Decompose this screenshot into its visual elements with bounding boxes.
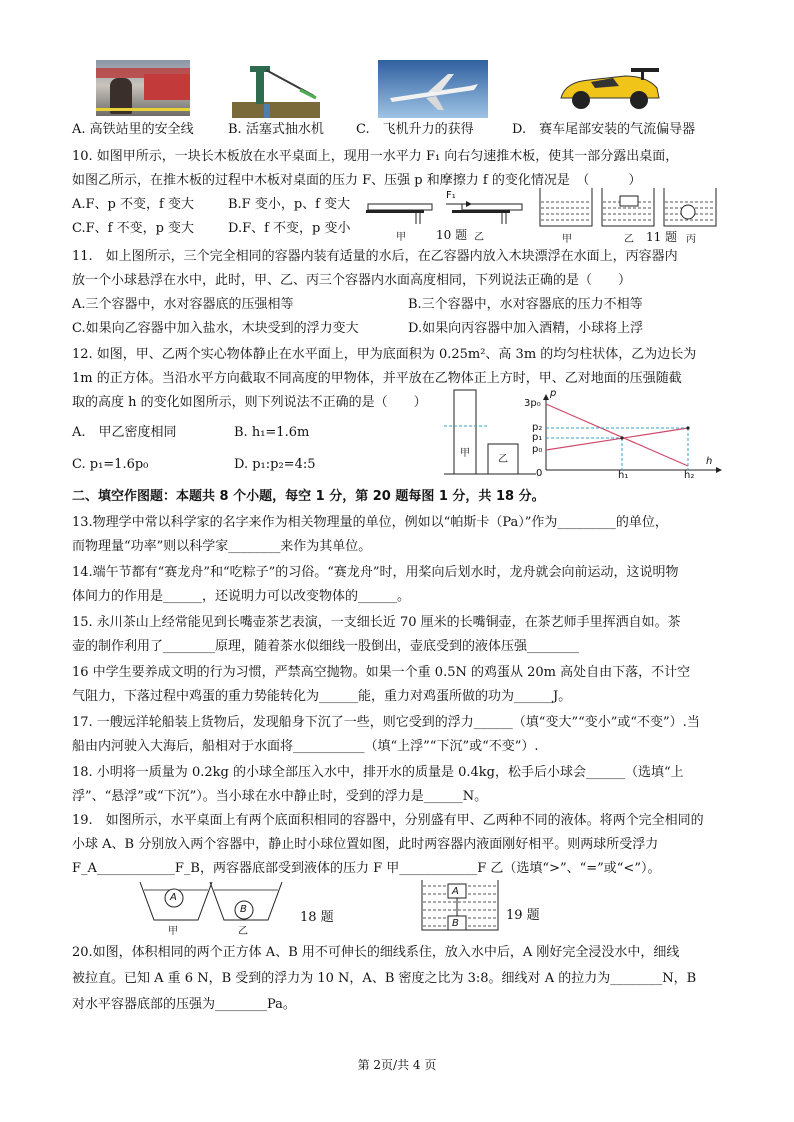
q16-line-1: 16 中学生要养成文明的行为习惯，严禁高空抛物。如果一个重 0.5N 的鸡蛋从 20m 高处自由下落，不计空 bbox=[72, 665, 691, 680]
q19-fig-yi: 乙 bbox=[238, 926, 248, 937]
q9-option-a: A. 高铁站里的安全线 bbox=[72, 122, 194, 137]
q16-line-2: 气阻力，下落过程中鸡蛋的重力势能转化为______能，重力对鸡蛋所做的功为______J。 bbox=[72, 689, 572, 704]
q19-ball-b: B bbox=[240, 904, 247, 915]
q10-fig-yi: 乙 bbox=[474, 232, 484, 243]
q12-option-a: A. 甲乙密度相同 bbox=[72, 425, 177, 440]
page-footer: 第 2页/共 4 页 bbox=[357, 1058, 437, 1072]
q15-line-2: 壶的制作利用了________原理，随着茶水似细线一股倒出，壶底受到的液体压强________ bbox=[72, 639, 580, 654]
airplane-photo bbox=[378, 60, 488, 118]
q9-option-b: B. 活塞式抽水机 bbox=[228, 122, 324, 137]
q12-graph bbox=[524, 388, 722, 481]
race-car-photo bbox=[555, 58, 665, 116]
q11-fig-yi: 乙 bbox=[624, 234, 634, 245]
q12-line-3: 取的高度 h 的变化如图所示，则下列说法不正确的是（ ） bbox=[72, 395, 427, 410]
q11-fig-bing: 丙 bbox=[686, 234, 696, 245]
q19-line-3: F_A____________F_B，两容器底部受到液体的压力 F 甲____________F 乙（选填“>”、“=”或“<”）。 bbox=[72, 861, 661, 876]
q19-line-2: 小球 A、B 分别放入两个容器中，静止时小球位置如图，此时两容器内液面刚好相平。则两球所受浮力 bbox=[72, 837, 659, 852]
q12-option-c: C. p₁=1.6p₀ bbox=[72, 457, 149, 472]
q19-line-1: 19. 如图所示，水平桌面上有两个底面积相同的容器中，分别盛有甲、乙两种不同的液体。将两个完全相同的 bbox=[72, 813, 704, 828]
q19-fig-jia: 甲 bbox=[168, 926, 178, 937]
q12-tick-p1: p₁ bbox=[532, 432, 543, 443]
q10-option-a: A.F、p 不变，f 变大 bbox=[72, 197, 194, 212]
q20-container-figure bbox=[420, 878, 500, 934]
q12-tick-0: 0 bbox=[536, 468, 543, 479]
q12-tick-h1: h₁ bbox=[618, 470, 629, 481]
q12-tick-3p0: 3p₀ bbox=[524, 398, 541, 409]
q11-line-1: 11. 如上图所示，三个完全相同的容器内装有适量的水后，在乙容器内放入木块漂浮在水面上，丙容器内 bbox=[72, 249, 678, 264]
q12-tick-p2: p₂ bbox=[532, 422, 543, 433]
q11-line-2: 放一个小球悬浮在水中，此时，甲、乙、丙三个容器内水面高度相同，下列说法正确的是（ ） bbox=[72, 273, 632, 288]
q11-fig-jia: 甲 bbox=[562, 234, 572, 245]
q11-figure bbox=[538, 186, 728, 245]
fig19-label: 19 题 bbox=[506, 908, 540, 923]
q10-option-b: B.F 变小，p、f 变大 bbox=[228, 197, 351, 212]
q11-option-d: D.如果向丙容器中加入酒精，小球将上浮 bbox=[408, 321, 644, 336]
q18-line-2: 浮”、“悬浮”或“下沉”）。当小球在水中静止时，受到的浮力是______N。 bbox=[72, 789, 488, 804]
q17-line-2: 船由内河驶入大海后，船相对于水面将___________（填“上浮”“下沉”或“不变”）. bbox=[72, 739, 539, 754]
q19-ball-a: A bbox=[170, 892, 177, 903]
q14-line-2: 体间力的作用是______，还说明力可以改变物体的______。 bbox=[72, 589, 411, 604]
q20-block-a: A bbox=[452, 886, 459, 897]
q20-line-1: 20.如图，体积相同的两个正方体 A、B 用不可伸长的细线系住，放入水中后，A 刚好完全浸没水中，细线 bbox=[72, 945, 680, 960]
q12-tick-p0: p₀ bbox=[532, 444, 543, 455]
q15-line-1: 15. 永川茶山上经常能见到长嘴壶茶艺表演，一支细长近 70 厘米的长嘴铜壶，在茶艺师手里挥洒自如。茶 bbox=[72, 615, 681, 630]
q12-option-d: D. p₁:p₂=4:5 bbox=[234, 457, 316, 472]
photo-train-station bbox=[96, 60, 190, 116]
q20-block-b: B bbox=[452, 918, 459, 929]
q10-fig-label: 10 题 bbox=[436, 228, 468, 242]
q18-line-1: 18. 小明将一质量为 0.2kg 的小球全部压入水中，排开水的质量是 0.4kg，松手后小球会______（选填“上 bbox=[72, 765, 684, 780]
q12-tick-h2: h₂ bbox=[684, 470, 695, 481]
fig18-label: 18 题 bbox=[300, 910, 334, 925]
q12-axis-p: p bbox=[550, 388, 557, 399]
q10-option-c: C.F、f 不变，p 变大 bbox=[72, 221, 195, 236]
q10-line-2: 如图乙所示，在推木板的过程中木板对桌面的压力 F、压强 p 和摩擦力 f 的变化情况是 （ ） bbox=[72, 173, 642, 188]
q10-line-1: 10. 如图甲所示，一块长木板放在水平桌面上，现用一水平力 F₁ 向右匀速推木板，使其一部分露出桌面， bbox=[72, 149, 679, 164]
q12-line-2: 1m 的正方体。当沿水平方向截取不同高度的甲物体，并平放在乙物体正上方时，甲、乙对地面的压强随截 bbox=[72, 371, 682, 386]
q9-option-c: C. 飞机升力的获得 bbox=[356, 122, 474, 137]
piston-pump-drawing bbox=[232, 58, 320, 118]
q11-fig-label: 11 题 bbox=[646, 230, 678, 244]
q20-line-2: 被拉直。已知 A 重 6 N，B 受到的浮力为 10 N，A、B 密度之比为 3:8。细线对 A 的拉力为________N，B bbox=[72, 971, 697, 986]
q12-option-b: B. h₁=1.6m bbox=[234, 425, 310, 440]
q11-option-a: A.三个容器中，水对容器底的压强相等 bbox=[72, 297, 294, 312]
q14-line-1: 14.端午节都有“赛龙舟”和“吃粽子”的习俗。“赛龙舟”时，用桨向后划水时，龙舟就会向前运动，这说明物 bbox=[72, 565, 679, 580]
q20-line-3: 对水平容器底部的压强为________Pa。 bbox=[72, 997, 296, 1012]
q12-fig-jia: 甲 bbox=[460, 448, 470, 459]
q12-fig-yi: 乙 bbox=[498, 454, 508, 465]
q17-line-1: 17. 一艘远洋轮船装上货物后，发现船身下沉了一些，则它受到的浮力______（填“变大”“变小”或“不变”）.当 bbox=[72, 715, 700, 730]
q12-axis-h: h bbox=[706, 456, 713, 467]
q11-option-b: B.三个容器中，水对容器底的压力不相等 bbox=[408, 297, 643, 312]
q19-containers-figure bbox=[136, 880, 296, 937]
q13-line-1: 13.物理学中常以科学家的名字来作为相关物理量的单位，例如以“帕斯卡（Pa）”作为_________的单位， bbox=[72, 515, 668, 530]
section-2-heading: 二、填空作图题：本题共 8 个小题，每空 1 分，第 20 题每图 1 分，共 18 分。 bbox=[72, 489, 545, 504]
q10-option-d: D.F、f 不变，p 变小 bbox=[228, 221, 351, 236]
q9-options bbox=[72, 121, 696, 139]
q9-option-d: D. 赛车尾部安装的气流偏导器 bbox=[512, 122, 696, 137]
q10-figure bbox=[366, 190, 526, 242]
q13-line-2: 而物理量“功率”则以科学家________来作为其单位。 bbox=[72, 539, 372, 554]
q10-fig-jia: 甲 bbox=[396, 232, 406, 243]
q11-option-c: C.如果向乙容器中加入盐水，木块受到的浮力变大 bbox=[72, 321, 359, 336]
q10-fig-f1: F₁ bbox=[446, 190, 456, 201]
q12-line-1: 12. 如图，甲、乙两个实心物体静止在水平面上，甲为底面积为 0.25m²、高 3m 的均匀柱状体，乙为边长为 bbox=[72, 347, 697, 362]
